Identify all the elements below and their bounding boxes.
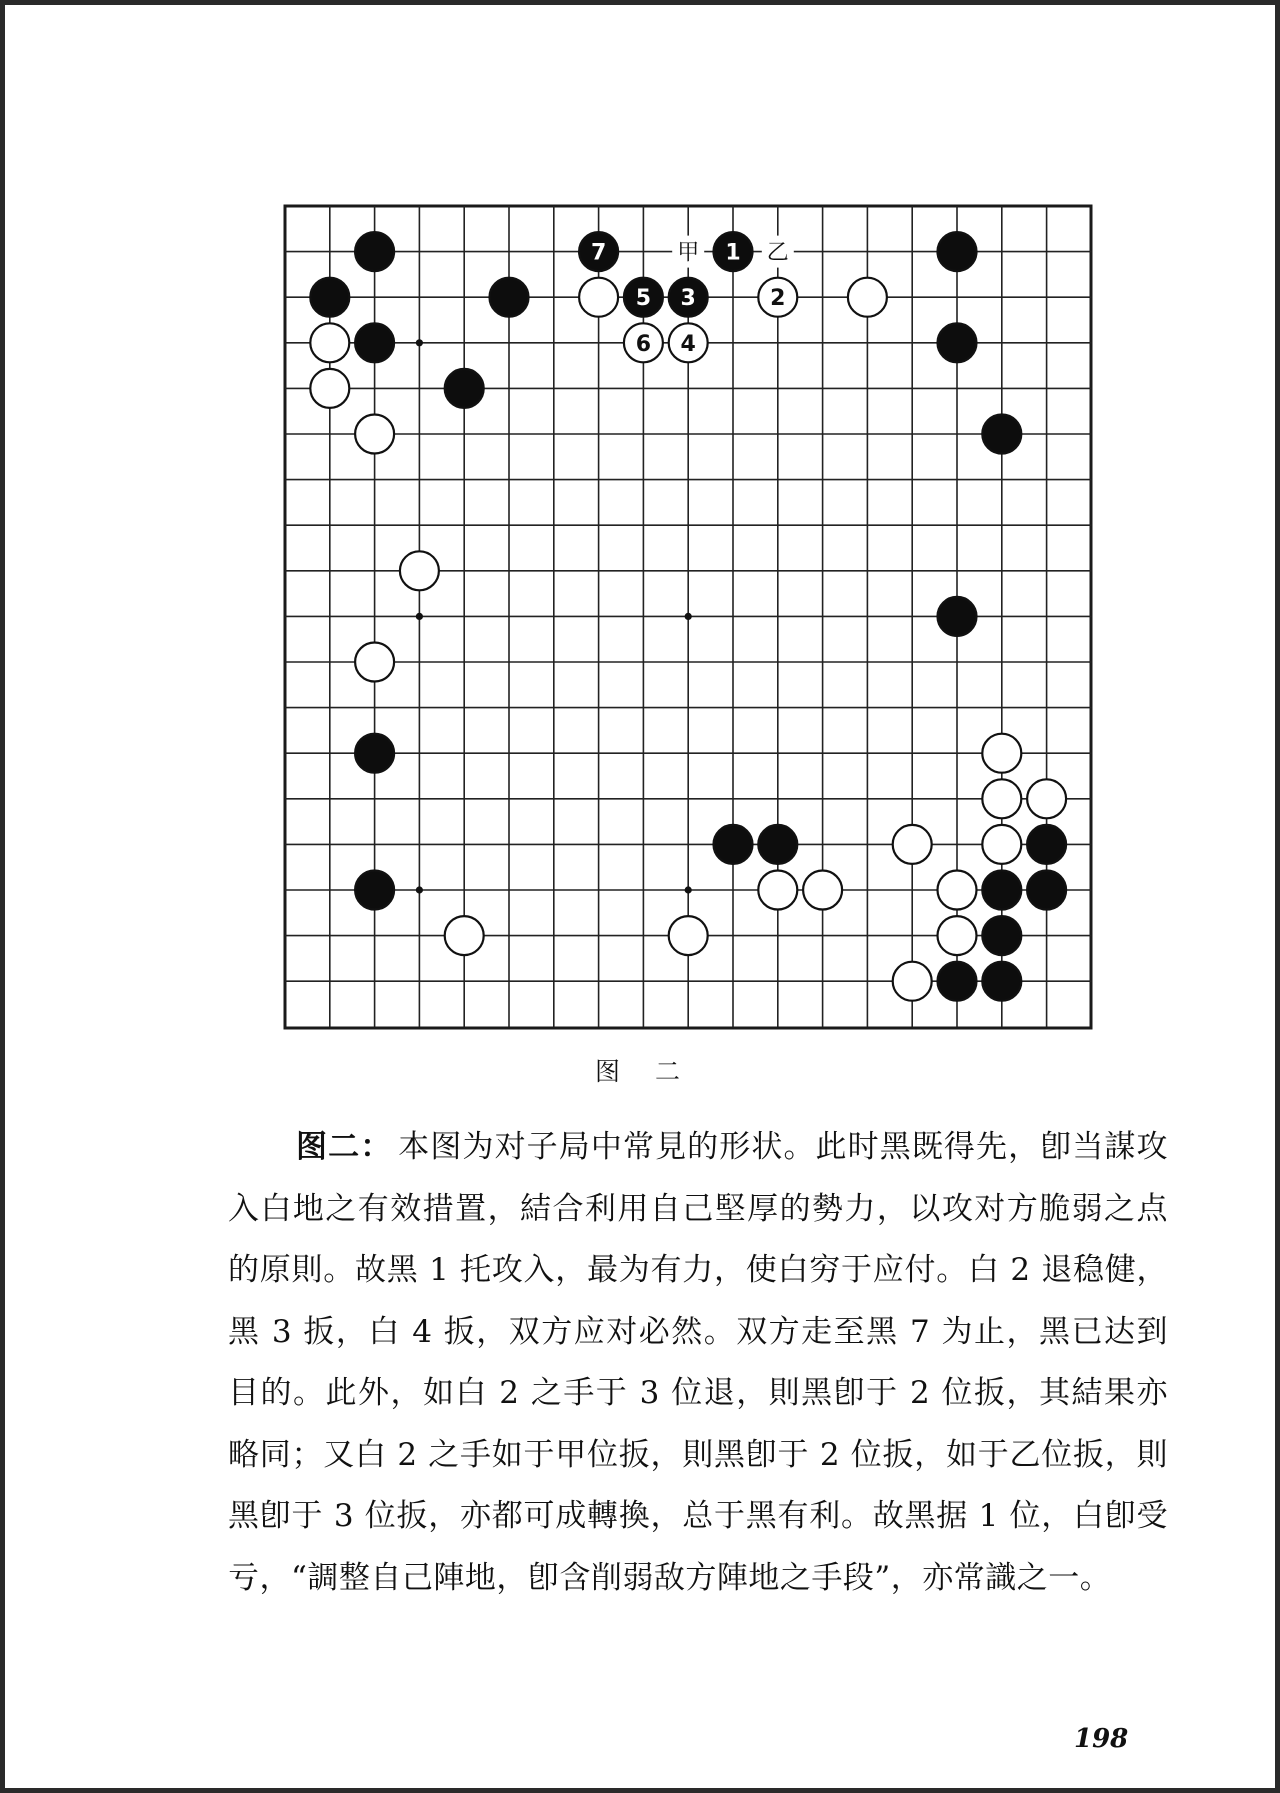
black-stone	[714, 825, 753, 864]
black-stone	[982, 962, 1021, 1001]
commentary-heading: 图二：	[296, 1129, 393, 1165]
black-stone	[938, 962, 977, 1001]
black-stone	[1027, 825, 1066, 864]
black-stone	[758, 825, 797, 864]
move-1-stone	[714, 232, 753, 271]
black-stone	[982, 916, 1021, 955]
move-number-label: 3	[680, 286, 696, 312]
move-4-stone	[669, 323, 708, 362]
point-label-yi: 乙	[766, 240, 789, 266]
star-point	[416, 339, 423, 346]
white-stone	[355, 415, 394, 454]
page-number: 198	[1074, 1724, 1129, 1754]
star-point	[416, 613, 423, 620]
black-stone	[982, 415, 1021, 454]
move-number-label: 2	[770, 286, 786, 312]
move-number-label: 1	[725, 240, 741, 266]
white-stone	[938, 871, 977, 910]
black-stone	[938, 597, 977, 636]
figure-caption: 图 二	[594, 1057, 685, 1086]
black-stone	[310, 278, 349, 317]
move-3-stone	[669, 278, 708, 317]
black-stone	[445, 369, 484, 408]
star-point	[685, 613, 692, 620]
black-stone	[355, 734, 394, 773]
white-stone	[982, 825, 1021, 864]
white-stone	[893, 962, 932, 1001]
commentary-paragraph	[228, 1117, 1168, 1609]
white-stone	[310, 323, 349, 362]
white-stone	[982, 779, 1021, 818]
black-stone	[938, 232, 977, 271]
white-stone	[893, 825, 932, 864]
commentary-body: 本图为对子局中常見的形状。此时黑既得先，卽当謀攻入白地之有效措置，結合利用自己堅厚的勢力，以攻对方脆弱之点的原則。故黑 1 托攻入，最为有力，使白穷于应付。白 2 退稳健，黑 3 扳，白 4 扳，双方应对必然。双方走至黑 7 为止，黑已达到目的。此外，如白 2 之手于 3 位退，則黑卽于 2 位扳，其結果亦略同；又白 2 之手如于甲位扳，則黑卽于 2 位扳，如于乙位扳，則黑卽于 3 位扳，亦都可成轉換，总于黑有利。故黑据 1 位，白卽受亏，“調整自己陣地，卽含削弱敌方陣地之手段”，亦常識之一。	[228, 1129, 1169, 1596]
black-stone	[490, 278, 529, 317]
white-stone	[400, 551, 439, 590]
black-stone	[982, 871, 1021, 910]
white-stone	[310, 369, 349, 408]
point-label-jia: 甲	[677, 240, 700, 266]
move-number-label: 5	[635, 286, 652, 312]
move-6-stone	[624, 323, 663, 362]
move-7-stone	[579, 232, 618, 271]
black-stone	[1027, 871, 1066, 910]
white-stone	[938, 916, 977, 955]
move-number-label: 6	[635, 331, 652, 357]
white-stone	[669, 916, 708, 955]
white-stone	[445, 916, 484, 955]
black-stone	[938, 323, 977, 362]
white-stone	[803, 871, 842, 910]
move-5-stone	[624, 278, 663, 317]
white-stone	[355, 643, 394, 682]
white-stone	[758, 871, 797, 910]
move-number-label: 4	[680, 331, 696, 357]
black-stone	[355, 323, 394, 362]
black-stone	[355, 871, 394, 910]
white-stone	[982, 734, 1021, 773]
move-number-label: 7	[590, 240, 607, 266]
move-2-stone	[758, 278, 797, 317]
go-board-diagram	[283, 204, 1095, 1034]
white-stone	[579, 278, 618, 317]
star-point	[685, 886, 692, 893]
white-stone	[1027, 779, 1066, 818]
white-stone	[848, 278, 887, 317]
star-point	[416, 886, 423, 893]
black-stone	[355, 232, 394, 271]
